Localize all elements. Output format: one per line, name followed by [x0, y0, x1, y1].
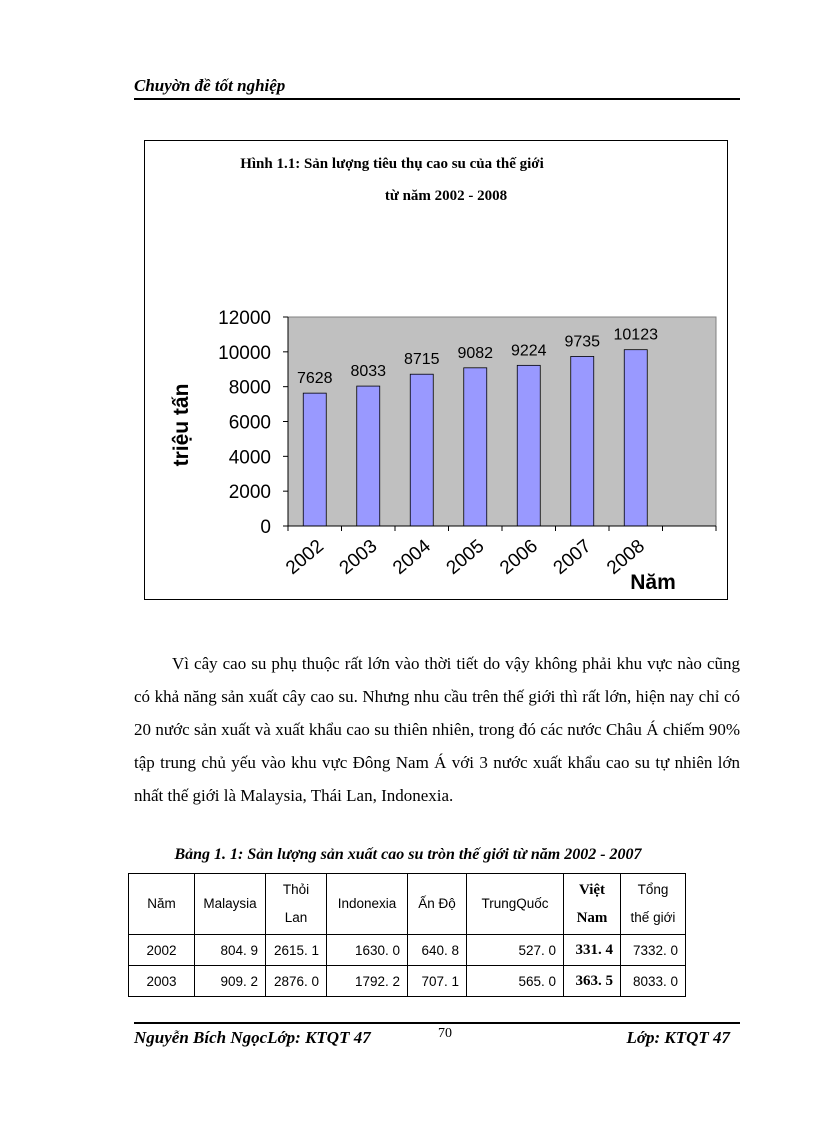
- x-tick-label: 2008: [603, 535, 649, 580]
- x-tick-label: 2004: [389, 535, 435, 580]
- x-axis-label: Năm: [630, 571, 676, 594]
- bar: [357, 386, 380, 526]
- plot-area: [288, 317, 716, 526]
- cell-malaysia: 804. 9: [195, 935, 266, 966]
- cell-world-total: 7332. 0: [621, 935, 686, 966]
- figure-chart: [144, 140, 728, 600]
- page-number: 70: [438, 1026, 452, 1041]
- header-thailand: Thỏi Lan: [266, 874, 327, 935]
- paragraph-text: Vì cây cao su phụ thuộc rất lớn vào thời tiết do vậy không phải khu vực nào cũng có khả năng sản xuất cây cao su. Nhưng nhu cầu trên thế giới thì rất lớn, hiện nay chỉ có 20 nước sản xuất và xuất khẩu cao su thiên nhiên, trong đó các nước Châu Á chiếm 90% tập trung chủ yếu vào khu vực Đông Nam Á với 3 nước xuất khẩu cao su tự nhiên lớn nhất thế giới là Malaysia, Thái Lan, Indonexia.: [134, 654, 740, 805]
- bar: [624, 350, 647, 526]
- cell-india: 640. 8: [408, 935, 467, 966]
- cell-thailand: 2876. 0: [266, 966, 327, 997]
- table-caption: Bảng 1. 1: Sản lượng sản xuất cao su tròn thế giới từ năm 2002 - 2007: [174, 846, 642, 863]
- production-table: [128, 873, 686, 997]
- footer-author: Nguyễn Bích NgọcLớp: KTQT 47: [134, 1028, 371, 1047]
- header-vietnam: Việt Nam: [564, 874, 621, 935]
- cell-malaysia: 909. 2: [195, 966, 266, 997]
- cell-indonesia: 1630. 0: [327, 935, 408, 966]
- x-tick-label: 2007: [549, 535, 596, 580]
- data-label: 9735: [564, 333, 601, 351]
- chart-title-line2: từ năm 2002 - 2008: [384, 188, 508, 204]
- y-axis-label: triệu tấn: [170, 383, 193, 467]
- data-label: 8033: [350, 363, 387, 381]
- cell-indonesia: 1792. 2: [327, 966, 408, 997]
- cell-thailand: 2615. 1: [266, 935, 327, 966]
- footer-class: Lớp: KTQT 47: [626, 1028, 730, 1047]
- y-tick-label: 12000: [218, 308, 271, 329]
- data-label: 8715: [403, 351, 440, 369]
- cell-vietnam: 331. 4: [564, 935, 621, 966]
- table-row: [129, 935, 686, 966]
- bar: [303, 393, 326, 526]
- data-label: 10123: [613, 326, 658, 344]
- bar: [571, 356, 594, 526]
- y-tick-label: 4000: [228, 447, 271, 469]
- header-world-total: Tổng thế giới: [621, 874, 686, 935]
- body-paragraph: [134, 647, 740, 812]
- x-tick-label: 2006: [496, 535, 542, 580]
- header-india: Ấn Độ: [408, 874, 467, 935]
- cell-year: 2002: [129, 935, 195, 966]
- bar: [410, 374, 433, 526]
- bar: [464, 368, 487, 526]
- header-china: TrungQuốc: [467, 874, 564, 935]
- data-label: 7628: [296, 370, 333, 388]
- data-label: 9224: [510, 342, 547, 360]
- footer-divider: [134, 1022, 740, 1024]
- cell-year: 2003: [129, 966, 195, 997]
- x-tick-label: 2003: [335, 535, 382, 580]
- cell-china: 527. 0: [467, 935, 564, 966]
- y-tick-label: 10000: [218, 342, 271, 364]
- header-malaysia: Malaysia: [195, 874, 266, 935]
- cell-india: 707. 1: [408, 966, 467, 997]
- chart-title-line1: Hình 1.1: Sản lượng tiêu thụ cao su của thế giới: [240, 156, 544, 172]
- table-header-row: [129, 874, 686, 935]
- header-year: Năm: [129, 874, 195, 935]
- cell-world-total: 8033. 0: [621, 966, 686, 997]
- x-tick-label: 2002: [282, 535, 328, 580]
- y-tick-label: 6000: [228, 412, 271, 434]
- header-title: Chuyờn đề tốt nghiệp: [134, 76, 286, 95]
- cell-china: 565. 0: [467, 966, 564, 997]
- data-label: 9082: [457, 344, 494, 362]
- cell-vietnam: 363. 5: [564, 966, 621, 997]
- bar-chart: [145, 141, 727, 599]
- header-indonesia: Indonexia: [327, 874, 408, 935]
- bar: [517, 365, 540, 526]
- header-divider: [134, 98, 740, 100]
- table-row: [129, 966, 686, 997]
- y-tick-label: 2000: [228, 482, 271, 504]
- x-tick-label: 2005: [442, 535, 489, 580]
- y-tick-label: 0: [260, 517, 271, 538]
- y-tick-label: 8000: [228, 377, 271, 399]
